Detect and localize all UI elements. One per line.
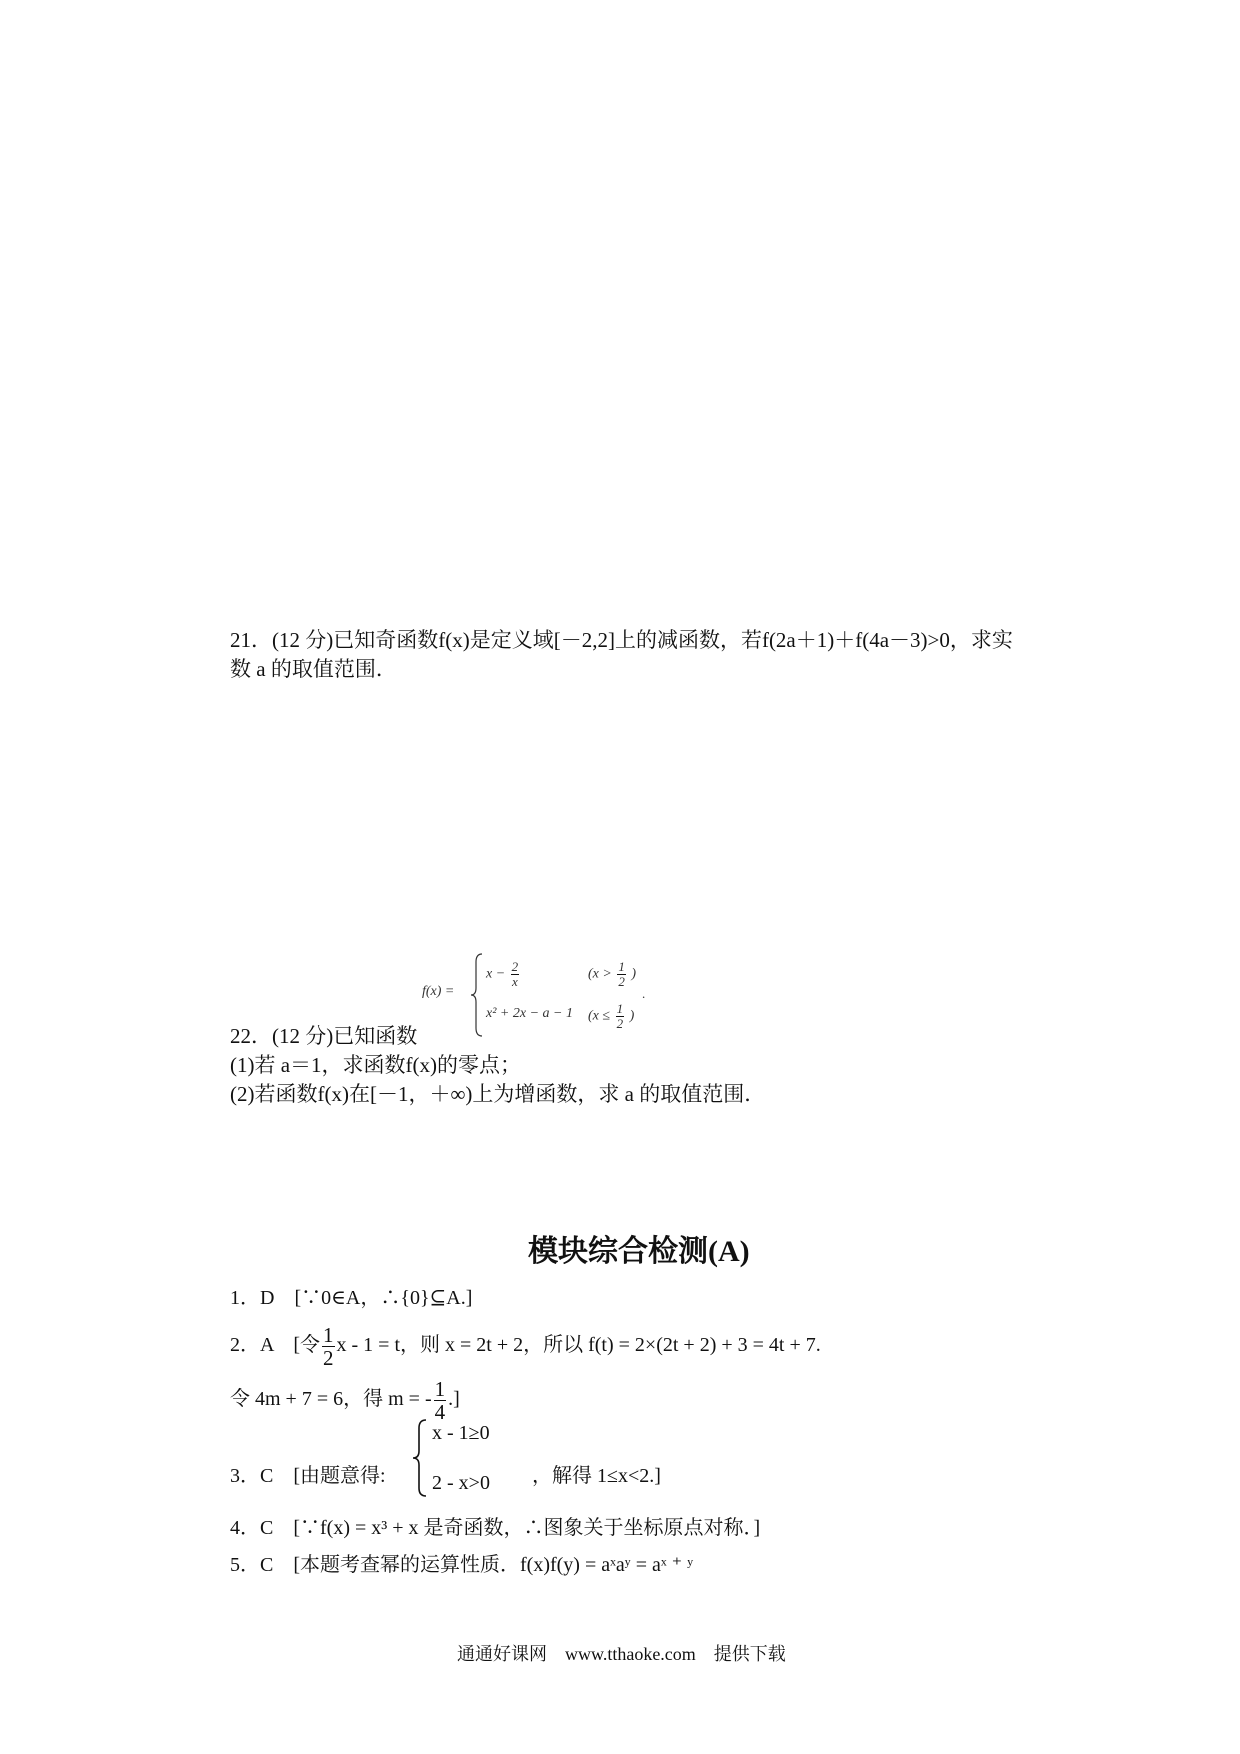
case1-cond: (x > $\frac{1}{2}$ ) xyxy=(588,959,636,989)
problem-21-line2: 数 a 的取值范围． xyxy=(230,657,397,681)
piecewise-function xyxy=(420,950,660,1040)
answer-3-case2: 2 - x>0 xyxy=(432,1472,490,1494)
piecewise-period: . xyxy=(642,986,646,1001)
answer-2-line2: 令 4m + 7 = 6，得 m = - $\frac{1}{4}$ .] xyxy=(230,1376,460,1424)
answer-3-brace xyxy=(412,1418,428,1498)
answers-title: 模块综合检测(A) xyxy=(528,1235,750,1268)
answer-1: 1．D [∵0∈A，∴{0}⊆A.] xyxy=(230,1287,473,1309)
piecewise-brace xyxy=(470,952,484,1038)
problem-22-part1: (1)若 a＝1，求函数f(x)的零点； xyxy=(230,1053,522,1077)
answer-3: 3．C [由题意得: xyxy=(230,1465,386,1487)
page-footer: 通通好课网 www.tthaoke.com 提供下载 xyxy=(457,1644,786,1664)
answer-4: 4．C [∵f(x) = x³ + x 是奇函数，∴图象关于坐标原点对称．] xyxy=(230,1517,761,1539)
case2-expr: x² + 2x − a − 1 xyxy=(486,1006,573,1021)
answer-3-case1: x - 1≥0 xyxy=(432,1422,490,1444)
fx-label: f(x) = xyxy=(422,984,455,999)
answer-2-line1: 2．A [令 $\frac{1}{2}$ x - 1 = t，则 x = 2t + 2，所以 f(t) = 2×(2t + 2) + 3 = 4t + 7. xyxy=(230,1322,821,1370)
problem-21-line1: 21．(12 分)已知奇函数f(x)是定义域[－2,2]上的减函数，若f(2a＋1)＋f(4a－3)>0，求实 xyxy=(230,628,1013,652)
answer-3-suffix: ，解得 1≤x<2.] xyxy=(532,1465,661,1487)
problem-22-part2: (2)若函数f(x)在[－1，＋∞)上为增函数，求 a 的取值范围． xyxy=(230,1082,766,1106)
case1-expr: x − $\frac{2}{x}$ xyxy=(486,959,519,989)
case2-cond: (x ≤ $\frac{1}{2}$ ) xyxy=(588,1001,635,1031)
answer-5: 5．C [本题考查幂的运算性质．f(x)f(y) = aˣaʸ = aˣ ⁺ ʸ xyxy=(230,1554,694,1576)
problem-22-intro: 22．(12 分)已知函数 xyxy=(230,1024,418,1048)
